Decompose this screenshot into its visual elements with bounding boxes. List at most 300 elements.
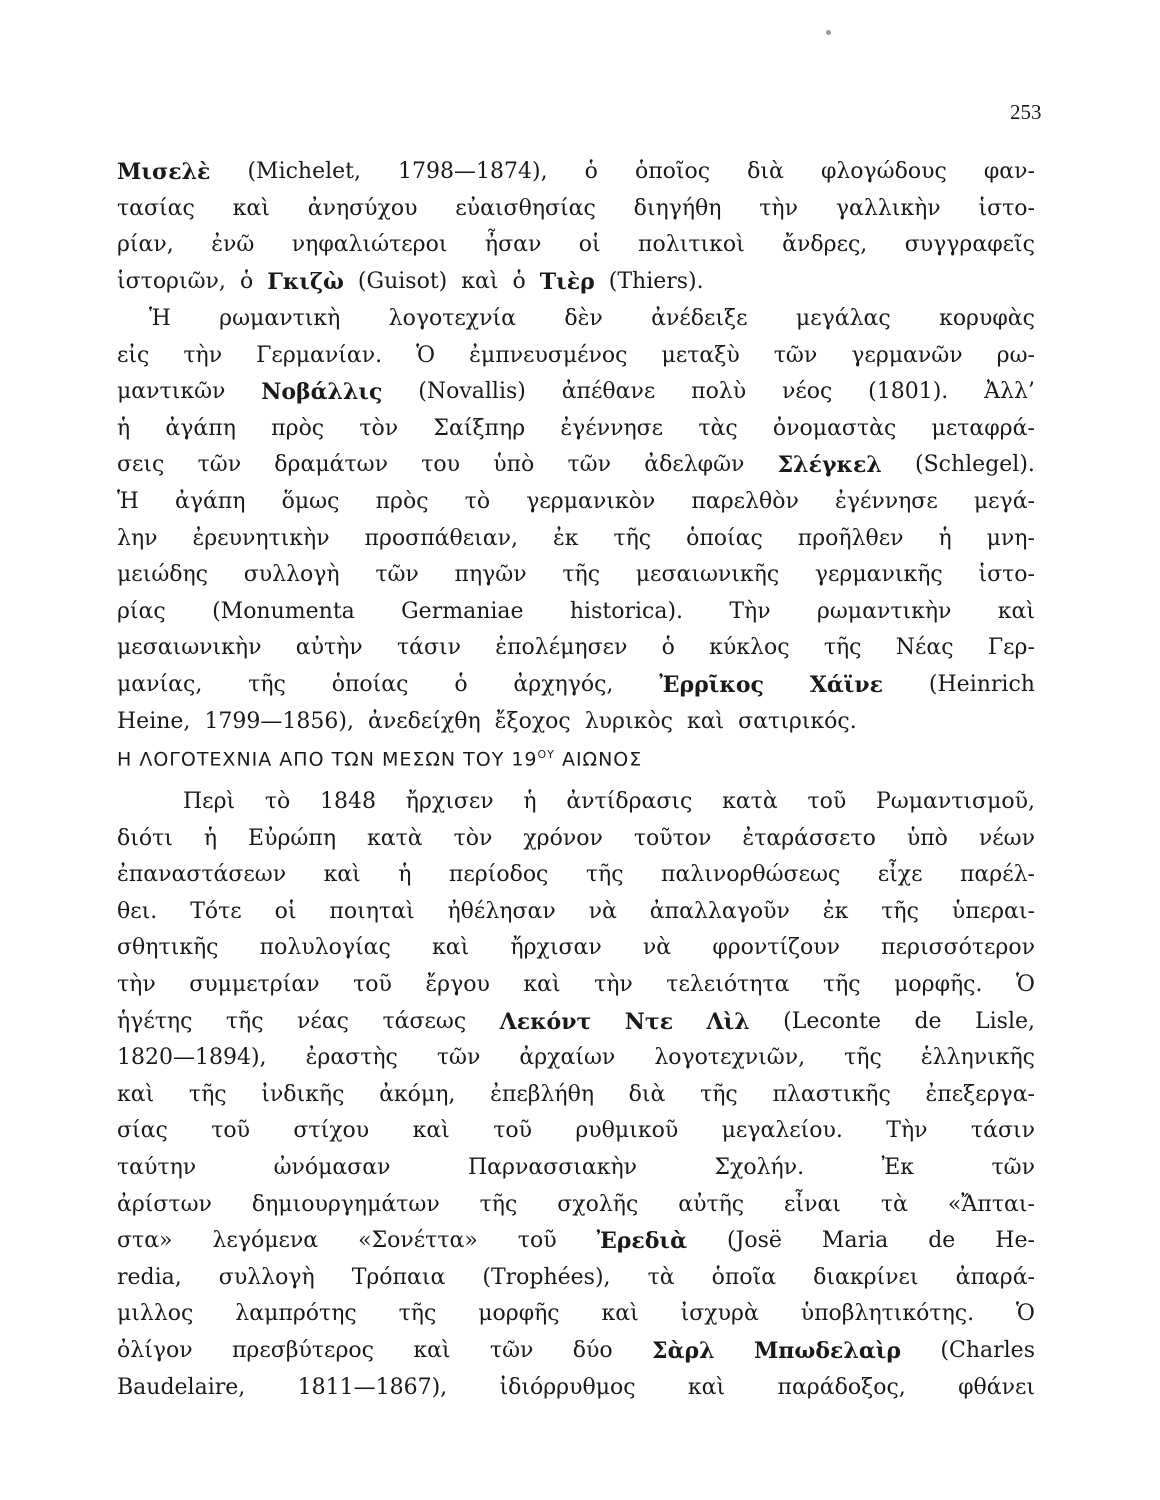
word: ἱστοριῶν,	[117, 268, 226, 294]
word: ἀρίστων	[117, 1191, 212, 1217]
word: συλλογὴ	[218, 1264, 315, 1290]
word: (Thiers).	[608, 268, 704, 294]
word: ὁποῖα	[711, 1264, 777, 1290]
word: (1801).	[868, 379, 949, 405]
word: προῆλθεν	[797, 525, 904, 551]
word: ἰδιόρρυθμος	[499, 1374, 636, 1400]
word: φροντίζουν	[712, 935, 840, 961]
word: ἀνεδείχθη	[368, 708, 481, 734]
word: μιλλος	[117, 1301, 194, 1327]
word: τῶν	[773, 342, 818, 368]
word: τοῦτον	[633, 825, 712, 851]
word: τῆς	[188, 1081, 227, 1107]
text-line	[117, 521, 1035, 558]
word: διηγήθη	[633, 195, 722, 221]
word: ταύτην	[117, 1154, 197, 1180]
paragraph-michelet	[117, 154, 1035, 300]
word: συγγραφεῖς	[904, 232, 1035, 258]
word: οἱ	[578, 232, 601, 258]
word: ἐπολέμησεν	[495, 635, 628, 661]
word: σεις	[117, 452, 165, 478]
word: κύκλος	[709, 635, 790, 661]
word: νέων	[978, 825, 1035, 851]
word: Ἐκ	[881, 1154, 915, 1180]
word: μεγάλας	[795, 306, 891, 331]
word: γαλλικὴν	[835, 195, 941, 221]
word: σθητικῆς	[117, 935, 219, 961]
word: ὁ	[454, 671, 468, 697]
word: πρεσβύτερος	[231, 1337, 374, 1363]
word: ὀλίγον	[117, 1337, 193, 1363]
word: Εὐρώπη	[248, 825, 336, 851]
word: (Charles	[940, 1337, 1035, 1363]
page-number: 253	[1010, 100, 1042, 124]
word: Germaniae	[401, 598, 524, 624]
word: μεταφρά-	[931, 415, 1035, 441]
word: τοῦ	[353, 971, 392, 997]
word: Baudelaire,	[117, 1374, 246, 1400]
word: ἀρχαίων	[519, 1045, 616, 1071]
word: τῶν	[567, 452, 611, 478]
word: πολὺ	[691, 379, 747, 405]
word: μειώδης	[117, 562, 209, 588]
word: ἑλληνικῆς	[920, 1045, 1035, 1071]
heading-text: Η ΛΟΓΟΤΕΧΝΙΑ ΑΠΟ ΤΩΝ ΜΕΣΩΝ ΤΟΥ 19	[117, 748, 538, 771]
word: μεταξὺ	[661, 342, 740, 368]
word: τῆς	[398, 1301, 437, 1327]
word: τὴν	[117, 971, 156, 997]
word: λην	[117, 525, 158, 551]
word: τὰς	[698, 415, 738, 441]
word: τῆς	[562, 562, 601, 588]
word: Γερμανίαν.	[256, 342, 383, 368]
word: μεσαιωνικῆς	[635, 562, 780, 588]
word: τῆς	[823, 635, 862, 661]
word: καὶ	[412, 1118, 450, 1144]
word: τὴν	[759, 195, 798, 221]
word: 1811—1867),	[297, 1374, 448, 1400]
word: μεσαιωνικὴν	[117, 635, 262, 661]
text-line	[117, 1370, 1035, 1407]
word: τῆς	[700, 1081, 738, 1107]
word: θει.	[117, 898, 158, 924]
word: de	[914, 1008, 942, 1034]
word: χρόνον	[523, 825, 603, 851]
word: γερμανικὸν	[526, 488, 656, 514]
word: Γερ-	[987, 635, 1035, 661]
word: τὴν	[594, 971, 633, 997]
word: δὲν	[564, 306, 603, 331]
word: φλογώδους	[820, 159, 947, 184]
word: ἀκόμη,	[379, 1081, 456, 1107]
word: μνη-	[986, 525, 1035, 551]
word: ὁ	[661, 635, 675, 661]
word: ἐπαναστάσεων	[117, 862, 287, 888]
word: ἡ	[938, 525, 952, 551]
word: redia,	[117, 1264, 182, 1290]
text-line	[117, 667, 1035, 704]
word: ἐπεξεργα-	[925, 1081, 1035, 1107]
word: Ἐρεδιὰ	[596, 1228, 688, 1255]
word: μαντικῶν	[117, 379, 226, 405]
word: ἐκ	[822, 898, 849, 924]
word: Ἡ	[149, 306, 171, 331]
word: λαμπρότης	[235, 1301, 357, 1327]
word: μορφῆς	[478, 1301, 560, 1327]
word: Lisle,	[975, 1008, 1035, 1034]
word: δραμάτων	[274, 452, 388, 478]
section-heading	[117, 740, 1035, 774]
word: Μισελὲ	[117, 159, 211, 185]
word: Μπωδελαὶρ	[753, 1337, 902, 1364]
word: μεγαλείου.	[721, 1118, 843, 1144]
speck	[826, 30, 831, 35]
word: σχολῆς	[557, 1191, 639, 1217]
word: αὐτῆς	[678, 1191, 745, 1217]
text-line	[117, 447, 1035, 484]
word: ἀντίδρασις	[566, 789, 693, 814]
word: ἐγέννησε	[560, 415, 664, 441]
heading-superscript: ΟΥ	[537, 748, 555, 761]
word: διότι	[117, 825, 173, 851]
text-line	[117, 411, 1035, 448]
word: Ὁ	[1015, 971, 1035, 997]
word: Ὁ	[416, 342, 436, 368]
word: καὶ	[997, 598, 1035, 624]
word: δημιουργημάτων	[251, 1191, 440, 1217]
word: 1848	[320, 789, 377, 814]
word: στα»	[117, 1228, 173, 1254]
word: φαν-	[983, 159, 1035, 184]
word: πηγῶν	[454, 562, 527, 588]
word: ἔργου	[425, 971, 490, 997]
word: τῆς	[881, 898, 919, 924]
word: Γκιζὼ	[267, 268, 344, 295]
word: τάσιν	[970, 1118, 1035, 1144]
word: 1799—1856),	[204, 708, 354, 734]
word: ἦσαν	[484, 232, 542, 258]
word: νέας	[297, 1008, 349, 1034]
word: δύο	[572, 1337, 613, 1363]
word: τοῦ	[807, 789, 847, 814]
word: καὶ	[117, 1081, 155, 1107]
word: σίας	[117, 1118, 168, 1144]
word: εἰς	[117, 342, 150, 368]
text-line	[117, 557, 1035, 594]
word: Παρνασσιακὴν	[467, 1154, 638, 1180]
word: ἀπέθανε	[561, 379, 656, 405]
word: (Novallis)	[418, 379, 526, 405]
word: (Heinrich	[928, 671, 1035, 697]
text-line	[117, 1223, 1035, 1260]
word: πλαστικῆς	[772, 1081, 891, 1107]
word: τῶν	[375, 562, 419, 588]
word: διακρίνει	[813, 1264, 919, 1290]
word: Τρόπαια	[351, 1264, 446, 1290]
word: ἐρευνητικὴν	[192, 525, 330, 551]
word: διὰ	[628, 1081, 666, 1107]
word: He-	[995, 1228, 1035, 1254]
word: ἀγάπη	[174, 488, 246, 514]
word: ἀδελφῶν	[644, 452, 745, 478]
word: τοῦ	[517, 1228, 557, 1254]
word: σατιρικός.	[738, 708, 857, 734]
word: (Guisot)	[357, 268, 448, 294]
word: ἐνῶ	[211, 232, 255, 258]
word: συμμετρίαν	[189, 971, 320, 997]
word: παρέλ-	[959, 862, 1035, 888]
word: ἡ	[203, 825, 218, 851]
word: εἶχε	[877, 862, 923, 888]
word: καὶ	[232, 195, 270, 221]
word: ρωμαντικὴ	[219, 306, 341, 331]
word: ἡγέτης	[117, 1008, 193, 1034]
word: 1820—1894),	[117, 1045, 267, 1071]
text-line	[117, 227, 1035, 264]
word: καὶ	[323, 862, 361, 888]
word: ὅμως	[281, 488, 340, 514]
word: πολυλογίας	[259, 935, 391, 961]
text-line	[117, 967, 1035, 1004]
word: Τὴν	[886, 1118, 928, 1144]
word: τῶν	[991, 1154, 1035, 1180]
word: φθάνει	[958, 1374, 1035, 1400]
word: ὁποίας	[331, 671, 409, 697]
word: ἀρχηγός,	[513, 671, 614, 697]
word: πολιτικοὶ	[638, 232, 745, 258]
word: Ντε	[624, 1008, 674, 1035]
word: ἀνέδειξε	[651, 306, 748, 331]
word: Σλέγκελ	[777, 452, 882, 479]
word: ὑποβλητικότης.	[800, 1301, 975, 1327]
word: ἰνδικῆς	[261, 1081, 345, 1107]
word: μορφῆς.	[894, 971, 983, 997]
word: κατὰ	[366, 825, 423, 851]
word: τὸν	[359, 415, 399, 441]
word: Περὶ	[183, 789, 236, 814]
word: γερμανῶν	[851, 342, 963, 368]
word: κατὰ	[722, 789, 778, 814]
word: Ὁ	[1016, 1301, 1035, 1327]
word: ὁ	[584, 159, 598, 184]
word: ἰσχυρὰ	[680, 1301, 759, 1327]
word: ὠνόμασαν	[273, 1154, 391, 1180]
word: Σχολήν.	[714, 1154, 805, 1180]
word: ἀνησύχου	[307, 195, 418, 221]
word: διὰ	[747, 159, 784, 184]
word: ὀνομαστὰς	[772, 415, 897, 441]
word: τῶν	[436, 1045, 481, 1071]
text-line	[117, 1004, 1035, 1041]
word: ρίας	[117, 598, 166, 624]
word: συλλογὴ	[243, 562, 340, 588]
text-line	[117, 1113, 1035, 1150]
word: ἤρχισαν	[510, 935, 602, 961]
word: ἱστο-	[978, 195, 1035, 221]
word: ὑπεραι-	[951, 898, 1035, 924]
word: ἐκ	[552, 525, 579, 551]
word: τῆς	[248, 671, 286, 697]
word: τάσεως	[382, 1008, 467, 1034]
word: παλινορθώσεως	[660, 862, 841, 888]
text-line	[117, 821, 1035, 858]
word: Τὴν	[729, 598, 771, 624]
word: ἡ	[398, 862, 412, 888]
word: λυρικὸς	[584, 708, 673, 734]
word: ἐγέννησε	[835, 488, 938, 514]
word: de	[928, 1228, 956, 1254]
word: Σὰρλ	[652, 1337, 715, 1364]
word: «Ἄπται-	[947, 1191, 1035, 1217]
word: κορυφὰς	[939, 306, 1035, 331]
word: προσπάθειαν,	[364, 525, 519, 551]
text-line	[117, 894, 1035, 931]
text-line	[117, 154, 1035, 191]
word: (Josë	[726, 1228, 782, 1254]
word: ἀπαρά-	[955, 1264, 1035, 1290]
word: τῆς	[613, 525, 652, 551]
word: ὁποῖος	[634, 159, 711, 184]
heading-tail: ΑΙΩΝΟΣ	[554, 748, 643, 771]
word: Χάϊνε	[809, 671, 884, 698]
text-line	[117, 1260, 1035, 1297]
word: καὶ	[686, 708, 725, 734]
word: νὰ	[642, 935, 672, 961]
word: λογοτεχνία	[388, 306, 516, 331]
text-line	[117, 338, 1035, 375]
word: νηφαλιώτεροι	[291, 232, 448, 258]
word: τοῦ	[493, 1118, 532, 1144]
word: Νέας	[895, 635, 954, 661]
word: παρελθὸν	[691, 488, 799, 514]
text-line	[117, 930, 1035, 967]
word: τῆς	[225, 1008, 264, 1034]
word: τοῦ	[211, 1118, 251, 1144]
word: ἐπεβλήθη	[490, 1081, 594, 1107]
word: εἶναι	[784, 1191, 841, 1217]
word: ἐραστὴς	[305, 1045, 398, 1071]
word: 1798—1874),	[398, 159, 548, 184]
text-line	[117, 484, 1035, 521]
word: τελειότητα	[666, 971, 790, 997]
paragraph-parnassians	[117, 784, 1035, 1406]
word: λογοτεχνιῶν,	[654, 1045, 806, 1071]
text-line	[117, 264, 1035, 301]
word: Ἐρρῖκος	[659, 671, 764, 698]
word: Maria	[821, 1228, 889, 1254]
text-line	[117, 1187, 1035, 1224]
word: ἡ	[523, 789, 537, 814]
word: (Monumenta	[212, 598, 355, 624]
word: λεγόμενα	[212, 1228, 319, 1254]
word: τῶν	[489, 1337, 534, 1363]
text-line	[117, 784, 1035, 821]
word: ὁ	[512, 268, 526, 294]
word: τὸ	[264, 789, 291, 814]
word: καὶ	[413, 1337, 451, 1363]
text-line	[117, 1077, 1035, 1114]
text-line	[117, 1333, 1035, 1370]
word: ὑπὸ	[906, 825, 948, 851]
word: ρωμαντικὴν	[816, 598, 952, 624]
word: ἐμπνευσμένος	[469, 342, 628, 368]
word: (Schlegel).	[915, 452, 1035, 478]
word: στίχου	[293, 1118, 370, 1144]
word: τασίας	[117, 195, 195, 221]
word: ποιηταὶ	[329, 898, 415, 924]
word: (Michelet,	[247, 159, 361, 184]
word: γερμανικῆς	[814, 562, 943, 588]
word: καὶ	[461, 268, 499, 294]
word: τὴν	[183, 342, 223, 368]
word: Ἀλλ’	[984, 379, 1035, 405]
word: πρὸς	[375, 488, 429, 514]
text-line	[117, 857, 1035, 894]
word: τῶν	[197, 452, 242, 478]
word: (Leconte	[783, 1008, 881, 1034]
word: περισσότερον	[881, 935, 1035, 961]
text-line	[117, 191, 1035, 228]
word: τὸν	[453, 825, 493, 851]
word: ἡ	[117, 415, 131, 441]
word: ὁποίας	[686, 525, 763, 551]
word: ὑπὸ	[493, 452, 535, 478]
word: ὁ	[239, 268, 254, 294]
word: Τιὲρ	[539, 268, 595, 295]
word: πρὸς	[271, 415, 325, 441]
word: ἱστο-	[978, 562, 1035, 588]
word: τῆς	[585, 862, 624, 888]
word: historica).	[569, 598, 684, 624]
word: καὶ	[432, 935, 470, 961]
word: Heine,	[117, 708, 191, 734]
word: Ρωμαντισμοῦ,	[875, 789, 1035, 814]
word: τὰ	[647, 1264, 675, 1290]
word: ἠθέλησαν	[447, 898, 556, 924]
word: Λεκόντ	[499, 1008, 592, 1035]
word: ἀπαλλαγοῦν	[649, 898, 790, 924]
text-line	[117, 630, 1035, 667]
word: μεγά-	[973, 488, 1035, 514]
word: Τότε	[190, 898, 242, 924]
word: αὐτὴν	[295, 635, 363, 661]
word: καὶ	[523, 971, 561, 997]
text-line	[117, 1296, 1035, 1333]
word: ἄνδρες,	[782, 232, 868, 258]
word: τάσιν	[396, 635, 461, 661]
word: του	[421, 452, 460, 478]
word: καὶ	[601, 1301, 639, 1327]
word: Ἡ	[117, 488, 139, 514]
word: νὰ	[588, 898, 617, 924]
word: ρίαν,	[117, 232, 174, 258]
text-line	[117, 301, 1035, 338]
word: περίοδος	[448, 862, 549, 888]
word: ρυθμικοῦ	[575, 1118, 679, 1144]
word: Σαίξπηρ	[433, 415, 526, 441]
word: (Trophées),	[482, 1264, 611, 1290]
word: τὰ	[880, 1191, 908, 1217]
word: τὸ	[464, 488, 491, 514]
word: ἤρχισεν	[405, 789, 494, 814]
word: ρω-	[996, 342, 1035, 368]
text-line	[117, 374, 1035, 411]
word: εὐαισθησίας	[455, 195, 596, 221]
word: τῆς	[844, 1045, 882, 1071]
word: ἐταράσσετο	[742, 825, 876, 851]
word: τῆς	[479, 1191, 518, 1217]
word: οἱ	[274, 898, 297, 924]
